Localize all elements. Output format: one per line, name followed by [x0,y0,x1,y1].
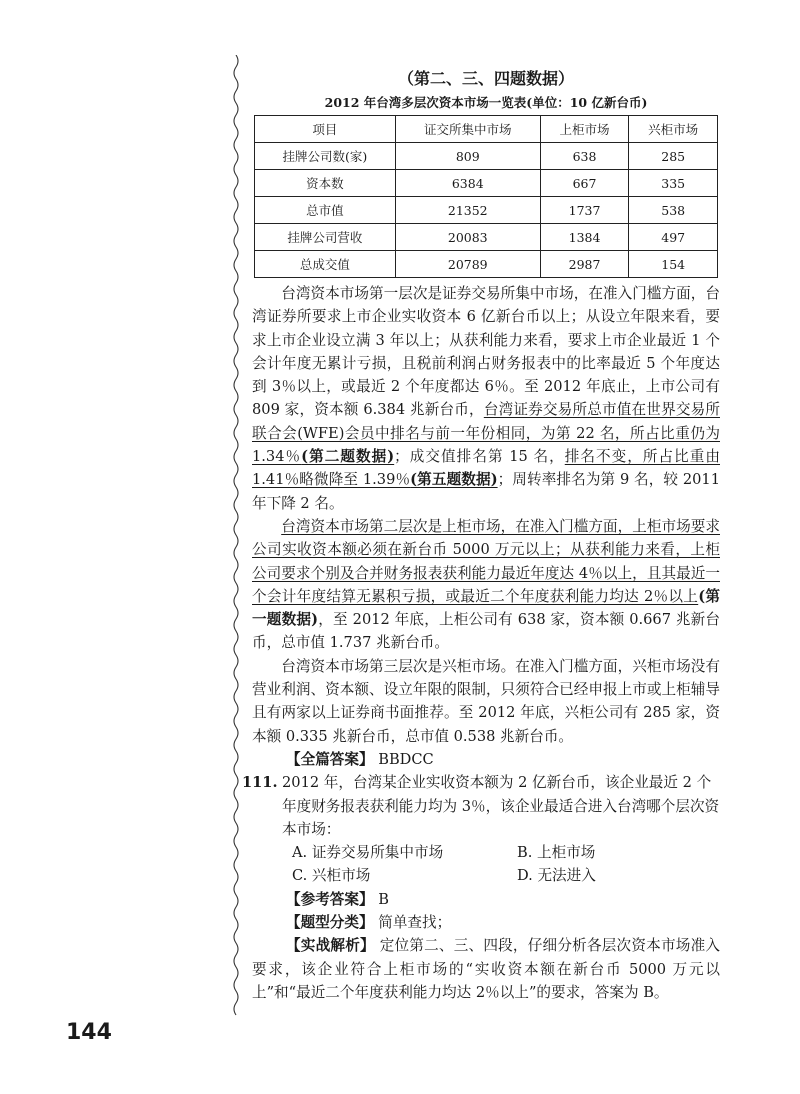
option-b: B. 上柜市场 [517,844,596,862]
text-span: ，至 2012 年底，上柜公司有 638 家，资本额 0.667 兆新台币，总市值 1.737 兆新台币。 [252,611,721,652]
table-cell: 538 [629,197,718,224]
table-cell: 总市值 [255,197,396,224]
table-cell: 2987 [540,251,629,278]
table-cell: 21352 [395,197,540,224]
paragraph-first-tier [252,282,720,515]
data-note: (第一题数据) [252,587,720,629]
paragraph-third-tier: 台湾资本市场第三层次是兴柜市场。在准入门槛方面，兴柜市场没有营业利润、资本额、设立年限的限制，只须符合已经申报上市或上柜辅导且有两家以上证券商书面推荐。至 2012 年底，兴柜公司有 285 家，资本额 0.335 兆新台币，总市值 0.538 兆新台币。 [252,657,720,745]
table-cell: 285 [629,143,718,170]
data-note: (第二题数据) [301,448,395,466]
table-cell: 1737 [540,197,629,224]
option-c: C. 兴柜市场 [292,867,371,885]
text-span: ；周转率排名为第 9 名，较 2011 年下降 2 名。 [252,471,720,512]
option-a: A. 证券交易所集中市场 [292,844,444,862]
table-cell: 总成交值 [255,251,396,278]
question-type-value: 简单查找； [378,914,452,932]
table-row [255,170,718,197]
table-row [255,197,718,224]
table-cell: 1384 [540,224,629,251]
question-type [252,911,720,934]
table-header-cell: 兴柜市场 [629,116,718,143]
paragraph-second-tier [252,515,720,655]
table-title: 2012 年台湾多层次资本市场一览表(单位：10 亿新台币) [324,95,648,110]
table-header-row [255,116,718,143]
margin-wavy-line [229,55,243,1020]
full-answer-label: 【全篇答案】 [286,750,374,768]
table-cell: 638 [540,143,629,170]
data-note: (第五题数据) [410,471,498,489]
table-cell: 497 [629,224,718,251]
analysis [252,934,720,1004]
table-cell: 809 [395,143,540,170]
text-span: ；成交值排名第 15 名， [394,448,565,466]
table-header-cell: 证交所集中市场 [395,116,540,143]
table-cell: 667 [540,170,629,197]
analysis-text: 定位第二、三、四段，仔细分析各层次资本市场准入要求，该企业符合上柜市场的“实收资本额在新台币 5000 万元以上”和“最近二个年度获利能力均达 2％以上”的要求，答案为 B。 [252,937,720,1001]
question-text: 2012 年，台湾某企业实收资本额为 2 亿新台币，该企业最近 2 个年度财务报表获利能力均为 3％，该企业最适合进入台湾哪个层次资本市场： [282,774,720,838]
table-cell: 挂牌公司营收 [255,224,396,251]
table-row [255,251,718,278]
option-d: D. 无法进入 [517,867,596,885]
underlined-text: 排名不变，所占比重由 1.41％略微降至 1.39％ [252,448,720,489]
options [252,841,720,888]
table-cell: 挂牌公司数(家) [255,143,396,170]
text-span: 台湾资本市场第一层次是证券交易所集中市场，在准入门槛方面，台湾证券所要求上市企业实收资本 6 亿新台币以上；从设立年限来看，要求上市企业设立满 3 年以上；从获利能力来看，要求上市企业最近 1 个会计年度无累计亏损，且税前利润占财务报表中的比率最近 5 个年度达到 3％以上，或最近 2 个年度都达 6％。至 2012 年底止，上市公司有 809 家，资本额 6.384 兆新台币， [252,285,720,419]
table-header-cell: 上柜市场 [540,116,629,143]
reference-answer [252,888,720,911]
full-answer-value: BBDCC [378,750,434,768]
reference-answer-value: B [378,890,389,908]
page-content [242,66,721,1004]
underlined-text: 台湾证券交易所总市值在世界交易所联合会(WFE)会员中排名与前一年份相同，为第 22 名，所占比重仍为 1.34％ [252,401,720,466]
underlined-text: 台湾资本市场第二层次是上柜市场，在准入门槛方面，上柜市场要求公司实收资本额必须在新台币 5000 万元以上；从获利能力来看，上柜公司要求个别及合并财务报表获利能力最近年度达 4％以上，且其最近一个会计年度结算无累积亏损，或最近二个年度获利能力均达 2％以上 [252,517,720,605]
table-row [255,143,718,170]
question [242,771,720,841]
table-cell: 6384 [395,170,540,197]
question-type-label: 【题型分类】 [286,914,374,932]
table-header-cell: 项目 [255,116,396,143]
table-cell: 154 [629,251,718,278]
section-title: （第二、三、四题数据） [397,69,574,88]
table-cell: 20083 [395,224,540,251]
table-row [255,224,718,251]
analysis-label: 【实战解析】 [286,937,375,955]
table-cell: 资本数 [255,170,396,197]
reference-answer-label: 【参考答案】 [286,890,374,908]
capital-market-table [254,115,718,278]
question-number: 111. [242,774,278,792]
full-answer [252,748,720,771]
page-number: 144 [66,1020,112,1045]
table-cell: 20789 [395,251,540,278]
table-cell: 335 [629,170,718,197]
